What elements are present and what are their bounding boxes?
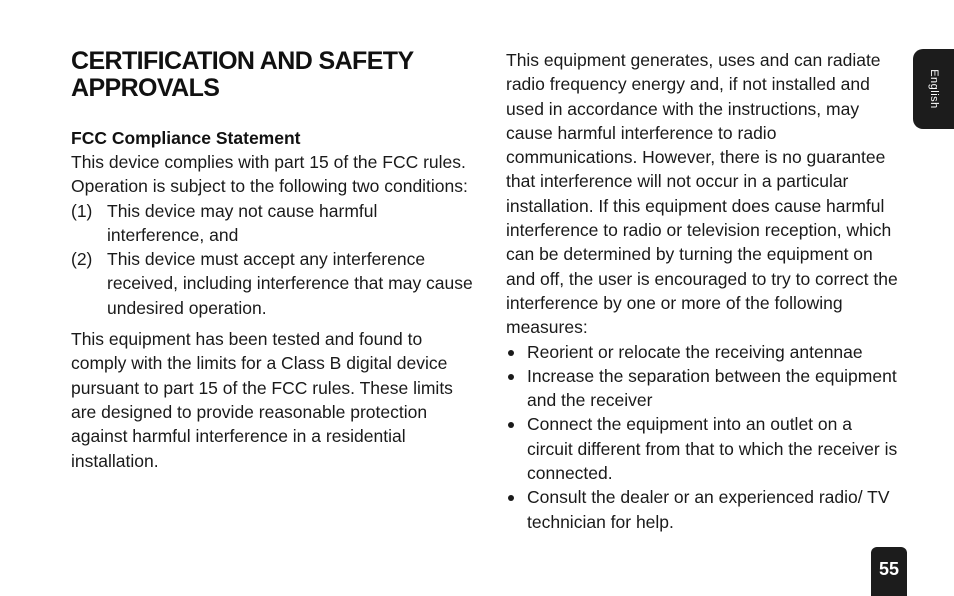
bullet-icon (508, 422, 514, 428)
measure-item (506, 364, 902, 413)
intro-paragraph: This device complies with part 15 of the FCC rules. Operation is subject to the following two conditions: (71, 152, 468, 197)
language-tab (913, 49, 954, 129)
condition-text: This device must accept any interference received, including interference that may cause undesired operation. (107, 249, 473, 318)
measures-list (506, 340, 902, 534)
tested-paragraph: This equipment has been tested and found to comply with the limits for a Class B digital device pursuant to part 15 of the FCC rules. These limits are designed to provide reasonable protection against harmful interference in a residential installation. (71, 329, 453, 471)
fcc-heading: FCC Compliance Statement (71, 128, 301, 148)
language-label: English (927, 69, 940, 109)
measure-text: Connect the equipment into an outlet on a circuit different from that to which the receiver is connected. (527, 414, 898, 484)
measure-item (506, 412, 902, 485)
condition-item (71, 247, 473, 320)
bullet-icon (508, 350, 514, 356)
measure-item (506, 340, 902, 364)
conditions-list (71, 199, 473, 320)
left-column (71, 48, 473, 473)
measure-item (506, 485, 902, 534)
bullet-icon (508, 374, 514, 380)
measure-text: Reorient or relocate the receiving antennae (527, 341, 863, 362)
generates-paragraph: This equipment generates, uses and can radiate radio frequency energy and, if not installed and used in accordance with the instructions, may cause harmful interference to radio communications. However, there is no guarantee that interference will not occur in a particular installation. If this equipment does cause harmful interference to radio or television reception, which can be determined by turning the equipment on and off, the user is encouraged to try to correct the interference by one or more of the following measures: (506, 50, 898, 338)
spacer (71, 320, 473, 327)
condition-text: This device may not cause harmful interference, and (107, 200, 378, 245)
condition-number: (1) (71, 200, 93, 221)
page-title: CERTIFICATION AND SAFETY APPROVALS (71, 47, 414, 102)
right-column (506, 48, 902, 534)
condition-item (71, 199, 473, 248)
bullet-icon (508, 495, 514, 501)
page-number: 55 (871, 547, 907, 596)
condition-number: (2) (71, 249, 93, 270)
measure-text: Consult the dealer or an experienced radio/ TV technician for help. (527, 487, 890, 532)
measure-text: Increase the separation between the equipment and the receiver (527, 365, 897, 411)
